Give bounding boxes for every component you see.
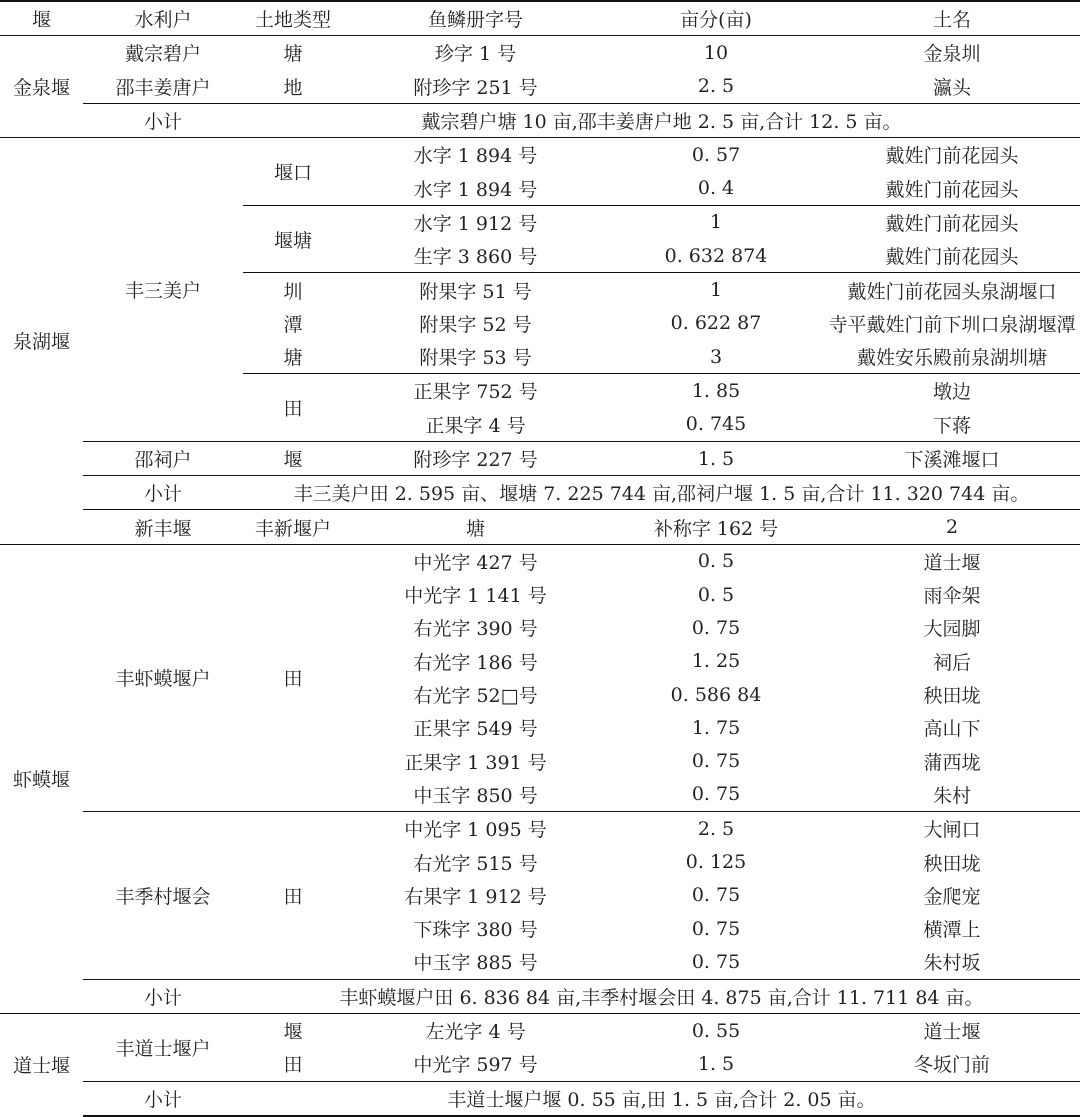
- table-row: [0, 812, 1080, 846]
- weir-name: 金泉堰: [0, 36, 83, 138]
- subtotal-text: 丰道士堰户堰 0. 55 亩,田 1. 5 亩,合计 2. 05 亩。: [243, 1081, 1080, 1116]
- place-name-cell: 道士堰: [923, 551, 981, 574]
- land-type-cell: 堰: [283, 449, 303, 471]
- place-name-cell: 雨伞架: [923, 585, 981, 608]
- area-cell: 0. 4: [608, 171, 824, 205]
- area-cell: 2: [824, 510, 1080, 544]
- table-row: [0, 138, 1080, 172]
- table-row: [0, 70, 1080, 104]
- register-code-cell: 附果字 51 号: [419, 280, 532, 303]
- area-cell: 1. 25: [691, 650, 741, 673]
- register-code-cell: 中玉字 850 号: [343, 778, 608, 812]
- register-code-cell: 右光字 390 号: [413, 618, 538, 641]
- land-type-cell: 堰塘: [243, 205, 343, 273]
- place-name-cell: 下蒋: [824, 408, 1080, 442]
- subtotal-text: 戴宗碧户塘 10 亩,邵丰姜唐户地 2. 5 亩,合计 12. 5 亩。: [243, 103, 1080, 137]
- register-code-cell: 下珠字 380 号: [413, 919, 538, 942]
- table-row: [0, 36, 1080, 70]
- weir-name: 道士堰: [12, 1055, 70, 1078]
- place-name-cell: 戴姓门前花园头: [885, 212, 1019, 235]
- household-cell: 丰季村堰会: [83, 812, 243, 979]
- area-cell: 0. 75: [691, 917, 741, 940]
- land-type-cell: 田: [243, 374, 343, 442]
- area-cell: 0. 5: [697, 550, 735, 573]
- register-code-cell: 右光字 515 号: [413, 852, 538, 875]
- land-type-cell: 圳: [283, 280, 303, 303]
- register-code-cell: 水字 1 894 号: [343, 171, 608, 205]
- register-code-cell: 附珍字 251 号: [413, 76, 538, 99]
- land-type-cell: 潭: [283, 313, 303, 336]
- register-code-cell: 正果字 1 391 号: [404, 751, 547, 774]
- place-name-cell: 戴姓门前花园头: [885, 145, 1019, 168]
- subtotal-label: 小计: [83, 979, 243, 1013]
- register-code-cell: 右光字 52□号: [413, 685, 538, 708]
- place-name-cell: 秧田垅: [923, 852, 981, 875]
- place-name-cell: 大闸口: [923, 819, 981, 842]
- subtotal-label: 小计: [83, 1081, 243, 1116]
- subtotal-row: [0, 103, 1080, 137]
- subtotal-label: 小计: [83, 103, 243, 137]
- place-name-cell: 戴姓门前花园头: [824, 171, 1080, 205]
- place-name-cell: 朱村坂: [824, 945, 1080, 979]
- register-code-cell: 右光字 186 号: [413, 651, 538, 674]
- place-name-cell: 横潭上: [923, 919, 981, 942]
- register-code-cell: 水字 1 894 号: [413, 145, 538, 168]
- land-type-cell: 塘: [283, 43, 303, 66]
- table-row: [0, 1013, 1080, 1047]
- area-cell: 3: [608, 340, 824, 374]
- land-type-cell: 地: [283, 76, 303, 99]
- place-name-cell: 道士堰: [923, 1021, 981, 1044]
- area-cell: 1. 5: [697, 1052, 735, 1075]
- area-cell: 0. 55: [691, 1019, 741, 1042]
- household-cell: 丰道士堰户: [115, 1037, 211, 1060]
- register-code-cell: 正果字 752 号: [413, 381, 538, 404]
- table-row: [0, 544, 1080, 578]
- area-cell: 0. 745: [608, 408, 824, 442]
- area-cell: 0. 75: [691, 616, 741, 639]
- subtotal-text: 丰三美户田 2. 595 亩、堰塘 7. 225 744 亩,邵祠户堰 1. 5 亩,合计 11. 320 744 亩。: [243, 476, 1080, 510]
- land-type-cell: 田: [243, 812, 343, 979]
- land-type-cell: 塘: [243, 340, 343, 374]
- table-row: [0, 510, 1080, 544]
- area-cell: 0. 75: [608, 778, 824, 812]
- header-household: 水利户: [83, 1, 243, 36]
- place-name-cell: 戴姓门前花园头: [824, 239, 1080, 273]
- household-cell: 丰三美户: [83, 138, 243, 442]
- register-code-cell: 中玉字 885 号: [343, 945, 608, 979]
- subtotal-text: 丰虾蟆堰户田 6. 836 84 亩,丰季村堰会田 4. 875 亩,合计 11. 711 84 亩。: [243, 979, 1080, 1013]
- household-cell: 戴宗碧户: [124, 43, 201, 66]
- register-code-cell: 水字 1 912 号: [413, 212, 538, 235]
- area-cell: 0. 75: [608, 945, 824, 979]
- register-code-cell: 正果字 4 号: [343, 408, 608, 442]
- header-weir: 堰: [0, 1, 83, 36]
- header-place-name: 土名: [824, 1, 1080, 36]
- area-cell: 1: [709, 211, 723, 234]
- register-code-cell: 右果字 1 912 号: [404, 885, 547, 908]
- area-cell: 0. 75: [691, 884, 741, 907]
- register-code-cell: 珍字 1 号: [434, 43, 517, 66]
- place-name-cell: 高山下: [923, 718, 981, 741]
- place-name-cell: 秧田垅: [923, 685, 981, 708]
- area-cell: 1. 85: [691, 379, 741, 402]
- land-type-cell: 堰: [283, 1021, 303, 1044]
- register-code-cell: 生字 3 860 号: [343, 239, 608, 273]
- weir-name: 泉湖堰: [0, 138, 83, 545]
- area-cell: 10: [703, 41, 729, 64]
- household-cell: 邵丰姜唐户: [115, 76, 211, 99]
- place-name-cell: 墩边: [932, 381, 971, 404]
- area-cell: 0. 57: [691, 143, 741, 166]
- place-name-cell: 大园脚: [923, 618, 981, 641]
- table-row: [0, 441, 1080, 475]
- area-cell: 1. 75: [691, 716, 741, 739]
- weir-name: 新丰堰: [83, 510, 243, 544]
- subtotal-label: 小计: [83, 476, 243, 510]
- area-cell: 0. 586 84: [670, 683, 762, 706]
- land-type-cell: 塘: [343, 510, 608, 544]
- place-name-cell: 金爬宠: [923, 885, 981, 908]
- register-code-cell: 中光字 1 141 号: [404, 585, 547, 608]
- register-code-cell: 附果字 52 号: [419, 313, 532, 336]
- header-register-code: 鱼鳞册字号: [343, 1, 608, 36]
- area-cell: 0. 125: [685, 851, 747, 874]
- register-code-cell: 正果字 549 号: [413, 718, 538, 741]
- place-name-cell: 冬坂门前: [913, 1054, 990, 1077]
- place-name-cell: 瀛头: [932, 76, 971, 99]
- area-cell: 0. 632 874: [608, 239, 824, 273]
- subtotal-row: [0, 476, 1080, 510]
- place-name-cell: 戴姓门前花园头泉湖堰口: [847, 280, 1057, 303]
- register-code-cell: 左光字 4 号: [425, 1021, 526, 1044]
- place-name-cell: 蒲西垅: [923, 751, 981, 774]
- register-code-cell: 中光字 427 号: [413, 551, 538, 574]
- register-code-cell: 附珍字 227 号: [413, 449, 538, 471]
- header-area: 亩分(亩): [608, 1, 824, 36]
- household-cell: 邵祠户: [134, 449, 192, 471]
- household-cell: 丰新堰户: [243, 510, 343, 544]
- place-name-cell: 金泉圳: [923, 43, 981, 66]
- area-cell: 2. 5: [697, 75, 735, 98]
- area-cell: 1: [709, 279, 723, 302]
- register-code-cell: 中光字 597 号: [413, 1054, 538, 1077]
- land-type-cell: 田: [283, 1054, 303, 1077]
- header-row: [0, 1, 1080, 36]
- area-cell: 0. 5: [697, 583, 735, 606]
- area-cell: 2. 5: [697, 817, 735, 840]
- register-code-cell: 中光字 1 095 号: [404, 819, 547, 842]
- area-cell: 1. 5: [697, 447, 735, 470]
- subtotal-row: [0, 979, 1080, 1013]
- area-cell: 0. 75: [691, 750, 741, 773]
- land-type-cell: 堰口: [243, 138, 343, 206]
- place-name-cell: 祠后: [932, 651, 971, 674]
- household-cell: 丰虾蟆堰户: [83, 544, 243, 811]
- place-name-cell: 戴姓安乐殿前泉湖圳塘: [824, 340, 1080, 374]
- register-code-cell: 附果字 53 号: [343, 340, 608, 374]
- header-land-type: 土地类型: [243, 1, 343, 36]
- place-name-cell: 朱村: [824, 778, 1080, 812]
- weir-name: 虾蟆堰: [0, 544, 83, 1013]
- place-name-cell: 下溪滩堰口: [904, 449, 1000, 471]
- area-cell: 0. 622 87: [670, 312, 762, 335]
- register-code-cell: 补称字 162 号: [608, 510, 824, 544]
- land-type-cell: 田: [243, 544, 343, 811]
- place-name-cell: 寺平戴姓门前下圳口泉湖堰潭: [828, 313, 1076, 336]
